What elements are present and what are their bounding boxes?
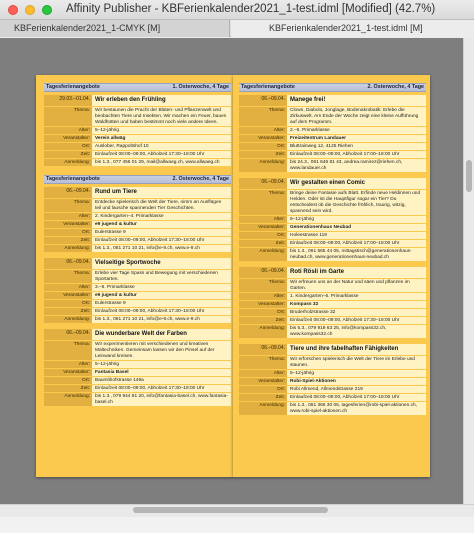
event-zeit: Einlaufzeit 08:00–09:00, Abholzeit 17:30–18:00 Uhr	[92, 385, 231, 392]
row-label: Alter:	[239, 127, 287, 134]
row-label: Anmeldung:	[239, 402, 287, 415]
row-label: Anmeldung:	[239, 159, 287, 172]
event-thema: Bringe deine Fantasie aufs Blatt. Erfinde neue Heldinnen und Helden. Oder ist die Hauptfigur sogar ein Tier? Du entscheidest ob die Geschichte fröhlich, traurig, witzig, spannend sein wird.	[287, 190, 426, 215]
row-label: Thema:	[44, 199, 92, 212]
event-ort: Robi Allmend, Allmendstrasse 219	[287, 386, 426, 393]
row-label: Zeit:	[239, 394, 287, 401]
row-label: Alter:	[44, 361, 92, 368]
row-label: Ort:	[44, 229, 92, 236]
event-anmeldung: bis 1.3., 061 271 10 21, info@e-9.ch, www.e-9.ch	[92, 316, 231, 323]
row-label: Thema:	[239, 356, 287, 369]
close-window-button[interactable]	[8, 5, 18, 15]
event-zeit: Einlaufzeit 08:00–09:00, Abholzeit 17:00–18:00 Uhr	[287, 151, 426, 158]
row-label: Thema:	[44, 107, 92, 126]
event-anmeldung: bis 1.3., 077 455 01 29, mail@allwaeg.ch, www.allwaeg.ch	[92, 159, 231, 166]
event-entry[interactable]	[239, 344, 426, 415]
event-alter: 2. Kindergarten–4. Primarklasse	[92, 213, 231, 220]
row-label: Anmeldung:	[44, 393, 92, 406]
event-date: 06.–09.04.	[239, 178, 287, 189]
event-veranstalter: Freizeitentrum Landauer	[287, 135, 426, 142]
event-ort: Eulerstrasse 9	[92, 229, 231, 236]
row-label: Alter:	[239, 216, 287, 223]
event-zeit: Einlaufzeit 08:00–09:00, Abholzeit 17:00–18:00 Uhr	[287, 394, 426, 401]
event-thema: Clown, Diabolo, Jonglage, Bodenakrobatik: Erlebe die Zirkuswelt. Am Ende der Woche zeigt eine kleine Aufführung auf dem Programm.	[287, 107, 426, 126]
event-veranstalter: e9 jugend & kultur	[92, 292, 231, 299]
section-title: Tagesferienangebote	[46, 176, 100, 182]
event-anmeldung: bis 24.3., 061 646 81 43, andrea.ramirez@riehen.ch, www.landauer.ch	[287, 159, 426, 172]
event-alter: 6–12-jährig	[287, 216, 426, 223]
event-zeit: Einlaufzeit 08:00–09:00, Abholzeit 17:30–18:00 Uhr	[287, 317, 426, 324]
title-bar	[0, 0, 474, 20]
vertical-scroll-thumb[interactable]	[466, 160, 472, 192]
event-anmeldung: bis 1.3., 079 944 81 20, info@fantasia-basel.ch, www.fantasia-basel.ch	[92, 393, 231, 406]
event-alter: 1. Kindergarten–6. Primarklasse	[287, 293, 426, 300]
section-week: 2. Osterwoche, 4 Tage	[367, 84, 424, 90]
horizontal-scroll-thumb[interactable]	[133, 507, 328, 513]
event-thema: Entdecke spielerisch die Welt der Tiere, nimm an Ausflügen teil und lausche spannenden Tier Geschichten.	[92, 199, 231, 212]
row-label: Zeit:	[239, 317, 287, 324]
event-zeit: Einlaufzeit 08:00–09:00, Abholzeit 17:30–18:00 Uhr	[92, 308, 231, 315]
event-date: 06.–09.04.	[44, 187, 92, 198]
row-label: Veranstalter:	[44, 369, 92, 376]
event-thema: Wir bestaunen die Pracht der Blüten- und Pflanzenwelt und beobachten Tiere und Insekten. Wir machen ein Feuer, bauen Waldhütten und haben bestimmt noch viele andere Ideen.	[92, 107, 231, 126]
event-veranstalter: e9 jugend & kultur	[92, 221, 231, 228]
event-title: Roti Rösli im Garte	[287, 267, 426, 278]
event-ort: Auslober, Rappoltshof 10	[92, 143, 231, 150]
event-date: 06.–09.04.	[44, 258, 92, 269]
left-page-column	[44, 83, 231, 406]
row-label: Veranstalter:	[239, 224, 287, 231]
row-label: Thema:	[239, 190, 287, 215]
event-thema: Wir erfreuen uns an der Natur und säen und pflanzen im Garten.	[287, 279, 426, 292]
event-veranstalter: Verein allwäg	[92, 135, 231, 142]
row-label: Veranstalter:	[44, 221, 92, 228]
event-veranstalter: Generationenhaus Neubad	[287, 224, 426, 231]
row-label: Veranstalter:	[44, 292, 92, 299]
event-thema: Erlebe vier Tage Spass und Bewegung mit verschiedenen Sportarten.	[92, 270, 231, 283]
event-ort: Baumlihofstrasse 149a	[92, 377, 231, 384]
row-label: Alter:	[239, 293, 287, 300]
section-week: 2. Osterwoche, 4 Tage	[172, 176, 229, 182]
document-tab-cmyk[interactable]: KBFerienkalender2021_1-CMYK [M]	[0, 20, 230, 37]
event-date: 06.–09.04.	[239, 344, 287, 355]
row-label: Alter:	[44, 127, 92, 134]
event-veranstalter: Robi-Spiel-Aktionen	[287, 378, 426, 385]
event-entry[interactable]	[239, 267, 426, 338]
zoom-window-button[interactable]	[42, 5, 52, 15]
document-tab-bar	[0, 20, 474, 37]
event-entry[interactable]	[44, 329, 231, 406]
section-header	[44, 83, 231, 92]
row-label: Anmeldung:	[239, 325, 287, 338]
event-entry[interactable]	[44, 95, 231, 166]
row-label: Zeit:	[239, 151, 287, 158]
status-bar	[0, 517, 474, 533]
row-label: Veranstalter:	[239, 378, 287, 385]
event-anmeldung: bis 1.3., 061 366 30 05, tagesferien@robi-spiel-aktionen.ch, www.robi-spiel-aktionen.ch	[287, 402, 426, 415]
row-label: Ort:	[44, 300, 92, 307]
section-header	[239, 83, 426, 92]
event-veranstalter: Fantasia Basel	[92, 369, 231, 376]
event-alter: 3.–6. Primarklasse	[92, 284, 231, 291]
row-label: Ort:	[239, 309, 287, 316]
event-title: Wir erleben den Frühling	[92, 95, 231, 106]
event-anmeldung: bis 1.3., 061 565 44 05, mittagstisch@generationenhaus-neubad.ch, www.generationenhaus-neubad.ch	[287, 248, 426, 261]
event-ort: Bruderholzstrasse 32	[287, 309, 426, 316]
event-ort: Bluttrainweg 12, 4125 Riehen	[287, 143, 426, 150]
event-alter: 5–12-jährig	[287, 370, 426, 377]
row-label: Alter:	[239, 370, 287, 377]
event-thema: Wir experimentieren mit verschiedenen und kreativen Maltechniken. Gemeinsam lassen wir den Pinsel auf der Leinwand kreisen.	[92, 341, 231, 360]
event-title: Rund um Tiere	[92, 187, 231, 198]
section-header	[44, 175, 231, 184]
row-label: Ort:	[239, 386, 287, 393]
row-label: Zeit:	[44, 151, 92, 158]
section-week: 1. Osterwoche, 4 Tage	[172, 84, 229, 90]
row-label: Anmeldung:	[239, 248, 287, 261]
row-label: Ort:	[239, 143, 287, 150]
event-alter: 5–12-jährig	[92, 361, 231, 368]
event-anmeldung: bis 1.3., 061 271 10 21, info@e-9.ch, www.e-9.ch	[92, 245, 231, 252]
row-label: Zeit:	[44, 385, 92, 392]
row-label: Zeit:	[44, 237, 92, 244]
row-label: Thema:	[239, 107, 287, 126]
event-title: Manege frei!	[287, 95, 426, 106]
row-label: Anmeldung:	[44, 159, 92, 166]
section-title: Tagesferienangebote	[46, 84, 100, 90]
row-label: Thema:	[44, 270, 92, 283]
event-veranstalter: Kompass 32	[287, 301, 426, 308]
row-label: Zeit:	[44, 308, 92, 315]
vertical-scrollbar[interactable]	[463, 38, 474, 504]
row-label: Thema:	[44, 341, 92, 360]
event-title: Die wunderbare Welt der Farben	[92, 329, 231, 340]
page-right[interactable]	[233, 75, 430, 477]
row-label: Alter:	[44, 213, 92, 220]
event-date: 06.–09.04.	[44, 329, 92, 340]
row-label: Ort:	[44, 377, 92, 384]
event-thema: Wir erforschen spielerisch die Welt der Tiere im Erlebe und staunen.	[287, 356, 426, 369]
event-date: 06.–09.04.	[239, 267, 287, 278]
row-label: Ort:	[239, 232, 287, 239]
event-alter: 5–12-jährig	[92, 127, 231, 134]
row-label: Veranstalter:	[239, 301, 287, 308]
event-anmeldung: bis 5.3., 079 919 63 25, info@kompass32.ch, www.kompass32.ch	[287, 325, 426, 338]
document-tab-test[interactable]: KBFerienkalender2021_1-test.idml [M]	[231, 20, 474, 37]
minimize-window-button[interactable]	[25, 5, 35, 15]
window-title: Affinity Publisher - KBFerienkalender2021_1-test.idml [Modified] (42.7%)	[66, 3, 436, 15]
event-zeit: Einlaufzeit 08:00–09:00, Abholzeit 17:30–18:00 Uhr	[92, 151, 231, 158]
event-title: Wir gestalten einen Comic	[287, 178, 426, 189]
event-zeit: Einlaufzeit 08:00–09:00, Abholzeit 17:30–18:00 Uhr	[92, 237, 231, 244]
event-ort: Eulerstrasse 9	[92, 300, 231, 307]
event-entry[interactable]	[239, 178, 426, 261]
event-alter: 2.–6. Primarklasse	[287, 127, 426, 134]
event-title: Vielseitige Sportwoche	[92, 258, 231, 269]
row-label: Veranstalter:	[44, 135, 92, 142]
row-label: Ort:	[44, 143, 92, 150]
event-ort: Holeestrasse 119	[287, 232, 426, 239]
row-label: Veranstalter:	[239, 135, 287, 142]
row-label: Anmeldung:	[44, 245, 92, 252]
event-entry[interactable]	[239, 95, 426, 172]
row-label: Alter:	[44, 284, 92, 291]
event-date: 29.03.–01.04.	[44, 95, 92, 106]
event-entry[interactable]	[44, 258, 231, 323]
row-label: Zeit:	[239, 240, 287, 247]
right-page-column	[239, 83, 426, 415]
row-label: Thema:	[239, 279, 287, 292]
section-title: Tagesferienangebote	[241, 84, 295, 90]
row-label: Anmeldung:	[44, 316, 92, 323]
event-zeit: Einlaufzeit 08:00–09:00, Abholzeit 17:00–18:00 Uhr	[287, 240, 426, 247]
event-title: Tiere und ihre fabelhaften Fähigkeiten	[287, 344, 426, 355]
event-entry[interactable]	[44, 187, 231, 252]
page-left[interactable]	[36, 75, 233, 477]
event-date: 06.–09.04.	[239, 95, 287, 106]
